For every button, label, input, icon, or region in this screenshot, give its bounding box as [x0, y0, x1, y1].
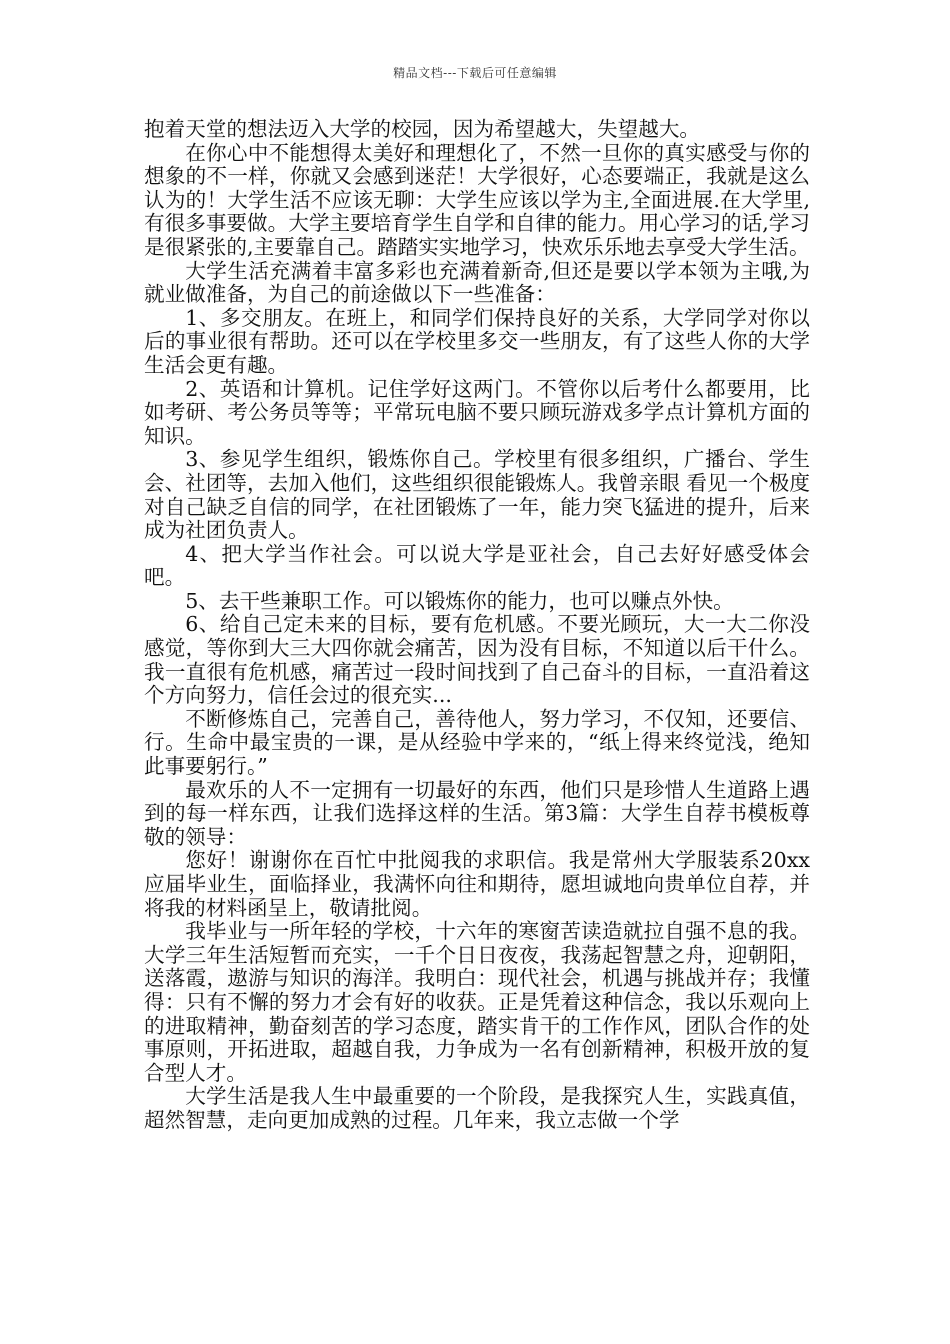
document-body	[144, 118, 810, 1133]
list-item: 2、英语和计算机。记住学好这两门。不管你以后考什么都要用，比如考研、考公务员等等；平常玩电脑不要只顾玩游戏多学点计算机方面的知识。	[144, 376, 810, 448]
paragraph: 大学生活充满着丰富多彩也充满着新奇,但还是要以学本领为主哦,为就业做准备，为自己的前途做以下一些准备：	[144, 258, 810, 307]
paragraph: 不断修炼自己，完善自己，善待他人，努力学习，不仅知，还要信、行。生命中最宝贵的一课，是从经验中学来的，“纸上得来终觉浅，绝知此事要躬行。”	[144, 706, 810, 779]
paragraph: 抱着天堂的想法迈入大学的校园，因为希望越大，失望越大。	[144, 117, 701, 141]
page-header: 精品文档---下载后可任意编辑	[393, 66, 557, 80]
paragraph: 我毕业与一所年轻的学校，十六年的寒窗苦读造就拉自强不息的我。大学三年生活短暂而充实，一千个日日夜夜，我荡起智慧之舟，迎朝阳，送落霞，遨游与知识的海洋。我明白：现代社会，机遇与挑战并存；我懂得：只有不懈的努力才会有好的收获。正是凭着这种信念，我以乐观向上的进取精神，勤奋刻苦的学习态度，踏实肯干的工作作风，团队合作的处事原则，开拓进取，超越自我，力争成为一名有创新精神，积极开放的复合型人才。	[144, 919, 810, 1085]
paragraph: 大学生活是我人生中最重要的一个阶段，是我探究人生，实践真值，超然智慧，走向更加成熟的过程。几年来，我立志做一个学	[144, 1084, 810, 1132]
list-item: 4、把大学当作社会。可以说大学是亚社会，自己去好好感受体会吧。	[144, 541, 810, 590]
list-item: 3、参见学生组织，锻炼你自己。学校里有很多组织，广播台、学生会、社团等，去加入他们，这些组织很能锻炼人。我曾亲眼 看见一个极度对自己缺乏自信的同学，在社团锻炼了一年，能力突飞猛进的提升，后来成为社团负责人。	[144, 447, 810, 543]
list-item: 1、多交朋友。在班上，和同学们保持良好的关系，大学同学对你以后的事业很有帮助。还可以在学校里多交一些朋友，有了这些人你的大学生活会更有趣。	[144, 305, 810, 377]
paragraph: 最欢乐的人不一定拥有一切最好的东西，他们只是珍惜人生道路上遇到的每一样东西，让我们选择这样的生活。第3篇：大学生自荐书模板尊敬的领导：	[144, 777, 810, 849]
paragraph: 您好！谢谢你在百忙中批阅我的求职信。我是常州大学服装系20xx应届毕业生，面临择业，我满怀向往和期待，愿坦诚地向贵单位自荐，并将我的材料函呈上，敬请批阅。	[144, 848, 810, 920]
list-item: 5、去干些兼职工作。可以锻炼你的能力，也可以赚点外快。	[185, 588, 734, 613]
list-item: 6、给自己定未来的目标，要有危机感。不要光顾玩，大一大二你没感觉，等你到大三大四你就会痛苦，因为没有目标，不知道以后干什么。我一直很有危机感，痛苦过一段时间找到了自己奋斗的目标，一直沿着这个方向努力，信任会过的很充实...	[144, 612, 810, 708]
paragraph: 在你心中不能想得太美好和理想化了，不然一旦你的真实感受与你的想象的不一样，你就又会感到迷茫！大学很好，心态要端正，我就是这么认为的！大学生活不应该无聊：大学生应该以学为主,全面进展.在大学里,有很多事要做。大学主要培育学生自学和自律的能力。用心学习的话,学习是很紧张的,主要靠自己。踏踏实实地学习，快欢乐乐地去享受大学生活。	[144, 140, 810, 259]
